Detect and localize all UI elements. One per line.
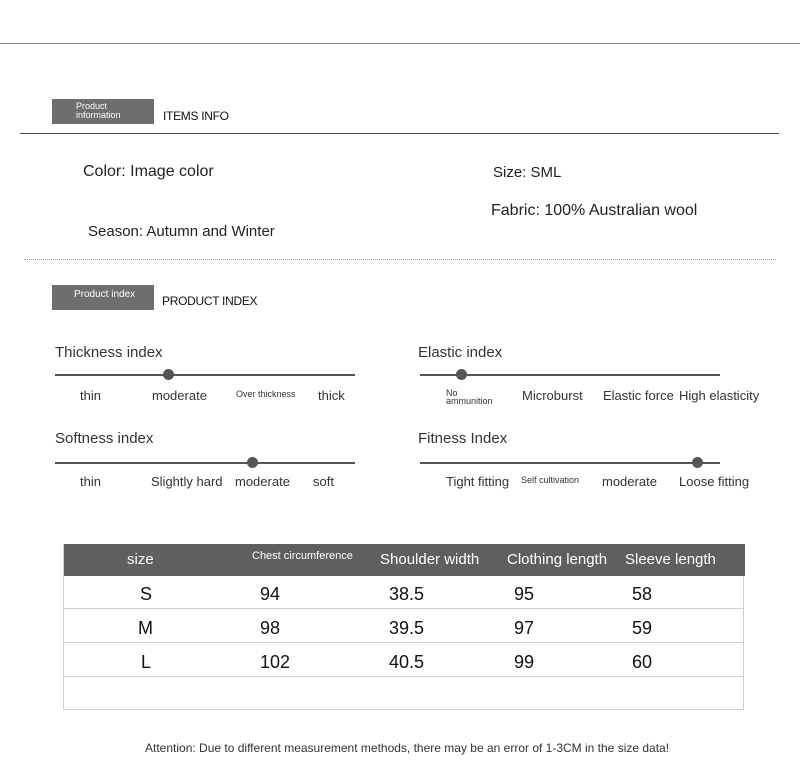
cell-sleeve-length: 60	[632, 652, 653, 672]
cell-clothing-length: 95	[514, 584, 535, 604]
color-info: Color: Image color	[83, 163, 214, 180]
cell-sleeve-length: 58	[632, 584, 653, 604]
cell-shoulder: 38.5	[389, 584, 425, 604]
fitness-label-moderate: moderate	[602, 474, 657, 489]
thickness-label-over-thickness: Over thickness	[236, 389, 296, 399]
softness-label-moderate: moderate	[235, 474, 290, 489]
dotted-divider	[24, 259, 776, 260]
softness-index-marker	[247, 457, 258, 468]
size-info: Size: SML	[493, 164, 562, 181]
elastic-label-high-elasticity: High elasticity	[679, 388, 760, 403]
elastic-label-ammunition: ammunition	[446, 396, 493, 406]
table-row	[64, 576, 743, 609]
product-index-title: PRODUCT INDEX	[162, 294, 258, 308]
thickness-index-title: Thickness index	[55, 344, 163, 361]
cell-size: S	[140, 584, 153, 604]
thickness-index-scale	[55, 374, 355, 376]
softness-label-soft: soft	[313, 474, 334, 489]
size-table	[63, 544, 744, 710]
fabric-info: Fabric: 100% Australian wool	[491, 202, 698, 219]
thickness-label-thick: thick	[318, 388, 345, 403]
table-row	[64, 644, 743, 677]
elastic-label-microburst: Microburst	[522, 388, 583, 403]
attention-note: Attention: Due to different measurement methods, there may be an error of 1-3CM in the size data!	[145, 741, 670, 755]
softness-index-title: Softness index	[55, 430, 154, 447]
cell-clothing-length: 97	[514, 618, 535, 638]
cell-chest: 94	[260, 584, 281, 604]
fitness-index-marker	[692, 457, 703, 468]
product-information-tag-line1: Product	[76, 101, 108, 111]
fitness-label-loose-fitting: Loose fitting	[679, 474, 750, 489]
fitness-label-self-cultivation: Self cultivation	[521, 475, 580, 485]
cell-shoulder: 40.5	[389, 652, 425, 672]
softness-index-scale	[55, 462, 355, 464]
elastic-label-no-ammunition	[446, 389, 493, 405]
product-information-tag-line2: information	[76, 110, 121, 120]
fitness-index-scale	[420, 462, 720, 464]
product-index-tag: Product index	[52, 285, 154, 310]
header-sleeve-length: Sleeve length	[625, 551, 716, 568]
header-size: size	[127, 551, 154, 568]
cell-size: L	[141, 652, 152, 672]
softness-label-thin: thin	[80, 474, 101, 489]
header-clothing-length: Clothing length	[507, 551, 608, 568]
elastic-index-marker	[456, 369, 467, 380]
fitness-label-tight-fitting: Tight fitting	[446, 474, 510, 489]
table-row	[64, 610, 743, 643]
header-chest-circumference: Chest circumference	[252, 550, 353, 562]
season-info: Season: Autumn and Winter	[88, 223, 275, 240]
cell-shoulder: 39.5	[389, 618, 425, 638]
cell-chest: 98	[260, 618, 281, 638]
header-shoulder-width: Shoulder width	[380, 551, 480, 568]
elastic-label-no: No	[446, 388, 458, 398]
cell-clothing-length: 99	[514, 652, 535, 672]
elastic-index-title: Elastic index	[418, 344, 503, 361]
elastic-label-elastic-force: Elastic force	[603, 388, 674, 403]
thickness-label-thin: thin	[80, 388, 101, 403]
cell-sleeve-length: 59	[632, 618, 653, 638]
softness-label-slightly-hard: Slightly hard	[151, 474, 223, 489]
fitness-index-title: Fitness Index	[418, 430, 508, 447]
thickness-index-marker	[163, 369, 174, 380]
product-information-tag	[52, 99, 154, 124]
thickness-label-moderate: moderate	[152, 388, 207, 403]
size-table-header	[64, 544, 745, 576]
top-divider	[0, 43, 800, 44]
cell-size: M	[138, 618, 153, 638]
cell-chest: 102	[260, 652, 291, 672]
items-info-divider	[20, 133, 779, 134]
items-info-title: ITEMS INFO	[163, 109, 229, 123]
